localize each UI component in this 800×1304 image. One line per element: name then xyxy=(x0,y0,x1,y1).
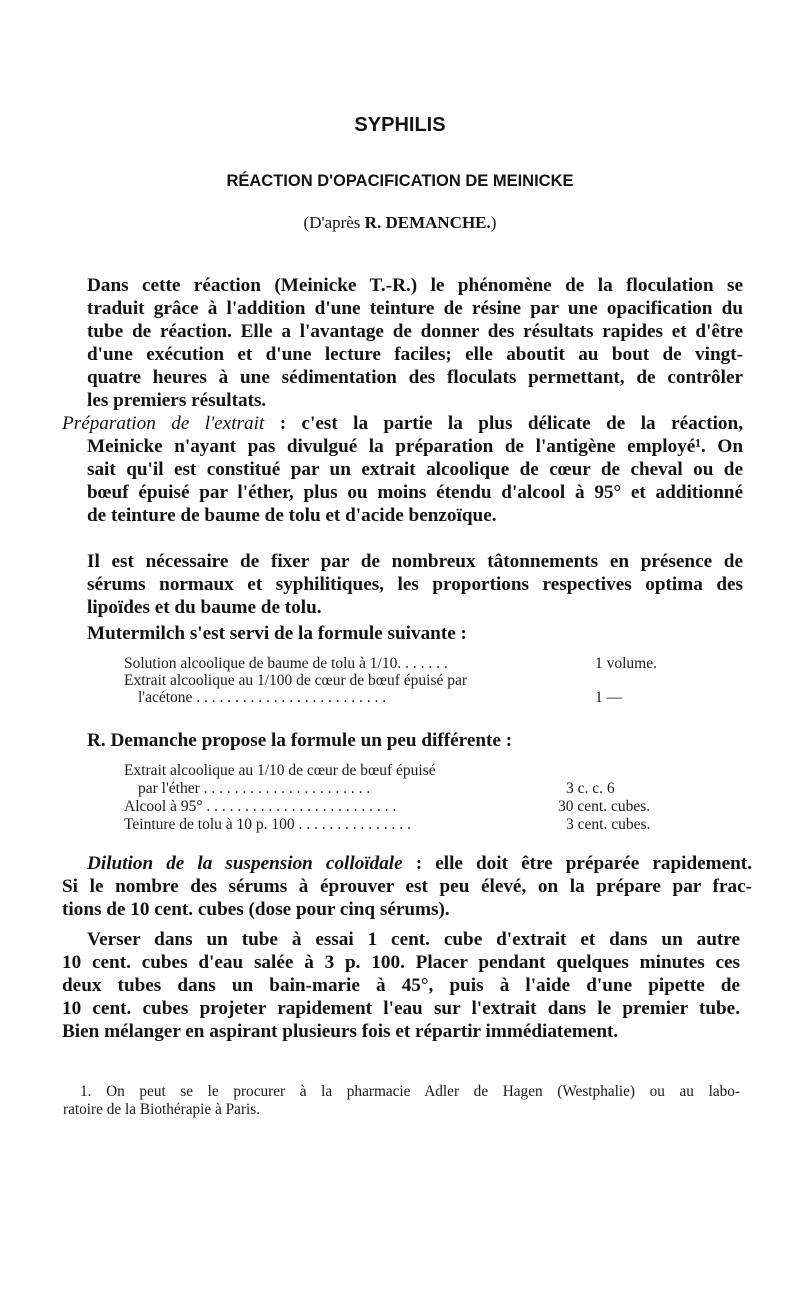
footnote xyxy=(63,1083,740,1119)
formula-row xyxy=(138,690,386,707)
formula-row xyxy=(124,673,467,690)
preparation-paragraph xyxy=(62,413,743,436)
dilution-lead: Dilution de la suspension colloïdale xyxy=(87,853,403,874)
preparation-line: sait qu'il est constitué par un extrait alcoolique de cœur de cheval ou de xyxy=(87,458,743,480)
dilution-line: Si le nombre des sérums à éprouver est peu élevé, on la prépare par frac- xyxy=(62,876,752,897)
formula-value: 3 cent. cubes. xyxy=(566,816,651,833)
preparation-first-rest: : c'est la partie la plus délicate de la réaction, xyxy=(264,413,743,434)
intro-line: d'une exécution et d'une lecture faciles; elle aboutit au bout de vingt- xyxy=(87,343,743,365)
preparation-line: bœuf épuisé par l'éther, plus ou moins étendu d'alcool à 95° et additionné xyxy=(87,481,743,503)
dilution-first xyxy=(87,853,752,876)
verser-body xyxy=(62,952,740,1044)
necessity-line: sérums normaux et syphilitiques, les proportions respectives optima des xyxy=(87,573,743,595)
preparation-first-line xyxy=(62,413,743,436)
formula-value: 30 cent. cubes. xyxy=(558,798,651,815)
preparation-line: de teinture de baume de tolu et d'acide benzoïque. xyxy=(87,504,497,526)
preparation-line: Meinicke n'ayant pas divulgué la préparation de l'antigène employé¹. On xyxy=(87,436,743,457)
necessity-paragraph xyxy=(87,551,743,620)
verser-first xyxy=(87,929,740,952)
formula-row xyxy=(124,763,436,780)
formula-label: Teinture de tolu à 10 p. 100 . . . . . . . . . . . . . . . xyxy=(124,816,411,833)
footnote-line: 1. On peut se le procurer à la pharmacie Adler de Hagen (Westphalie) ou au labo- xyxy=(80,1083,740,1100)
formula-row xyxy=(124,817,411,834)
demanche-intro xyxy=(87,730,743,753)
mutermilch-intro xyxy=(87,623,743,646)
intro-line: Dans cette réaction (Meinicke T.-R.) le phénomène de la floculation se xyxy=(87,275,743,296)
verser-line: deux tubes dans un bain-marie à 45°, puis à l'aide d'une pipette de xyxy=(62,974,740,996)
formula-row xyxy=(124,656,448,673)
verser-line: 10 cent. cubes projeter rapidement l'eau sur l'extrait dans le premier tube. xyxy=(62,997,740,1019)
formula-value: 3 c. c. 6 xyxy=(566,780,615,797)
formula-value: 1 volume. xyxy=(595,655,657,672)
verser-line: Bien mélanger en aspirant plusieurs fois et répartir immédiatement. xyxy=(62,1020,619,1042)
preparation-body xyxy=(87,436,743,528)
formula-label: Solution alcoolique de baume de tolu à 1/10. . . . . . . xyxy=(124,655,448,672)
formula-label: par l'éther . . . . . . . . . . . . . . . . . . . . . . xyxy=(138,780,371,797)
formula-row xyxy=(138,781,370,798)
verser-line: 10 cent. cubes d'eau salée à 3 p. 100. Placer pendant quelques minutes ces xyxy=(62,952,740,973)
mutermilch-intro-text: Mutermilch s'est servi de la formule suivante : xyxy=(87,623,467,644)
preparation-lead: Préparation de l'extrait xyxy=(62,413,265,434)
footnote-line: ratoire de la Biothérapie à Paris. xyxy=(63,1101,261,1118)
necessity-line: lipoïdes et du baume de tolu. xyxy=(87,596,322,618)
formula-label: l'acétone . . . . . . . . . . . . . . . . . . . . . . . . . xyxy=(138,689,387,706)
dilution-body xyxy=(62,876,752,922)
source-prefix: (D'après xyxy=(303,213,365,232)
formula-label: Extrait alcoolique au 1/100 de cœur de bœuf épuisé par xyxy=(124,672,468,689)
source-suffix: ) xyxy=(490,213,497,232)
necessity-line: Il est nécessaire de fixer par de nombreux tâtonnements en présence de xyxy=(87,551,743,572)
source-author: R. DEMANCHE. xyxy=(364,213,491,232)
verser-line: Verser dans un tube à essai 1 cent. cube d'extrait et dans un autre xyxy=(87,929,740,950)
intro-line: traduit grâce à l'addition d'une teinture de résine par une opacification du xyxy=(87,297,743,319)
formula-row xyxy=(124,799,396,816)
dilution-first-line xyxy=(87,853,752,876)
formula-value: 1 — xyxy=(595,689,623,706)
demanche-intro-text: R. Demanche propose la formule un peu différente : xyxy=(87,730,513,751)
intro-paragraph xyxy=(87,275,743,412)
dilution-first-rest: : elle doit être préparée rapidement. xyxy=(402,853,752,874)
dilution-line: tions de 10 cent. cubes (dose pour cinq sérums). xyxy=(62,898,450,920)
intro-line: les premiers résultats. xyxy=(87,389,267,411)
source-attribution xyxy=(0,213,800,233)
page-title: SYPHILIS xyxy=(354,114,446,136)
section-subtitle: RÉACTION D'OPACIFICATION DE MEINICKE xyxy=(226,172,574,190)
formula-label: Alcool à 95° . . . . . . . . . . . . . . . . . . . . . . . . . xyxy=(124,798,397,815)
formula-label: Extrait alcoolique au 1/10 de cœur de bœuf épuisé xyxy=(124,762,436,779)
intro-line: tube de réaction. Elle a l'avantage de donner des résultats rapides et d'être xyxy=(87,320,743,342)
intro-line: quatre heures à une sédimentation des floculats permettant, de contrôler xyxy=(87,366,743,388)
